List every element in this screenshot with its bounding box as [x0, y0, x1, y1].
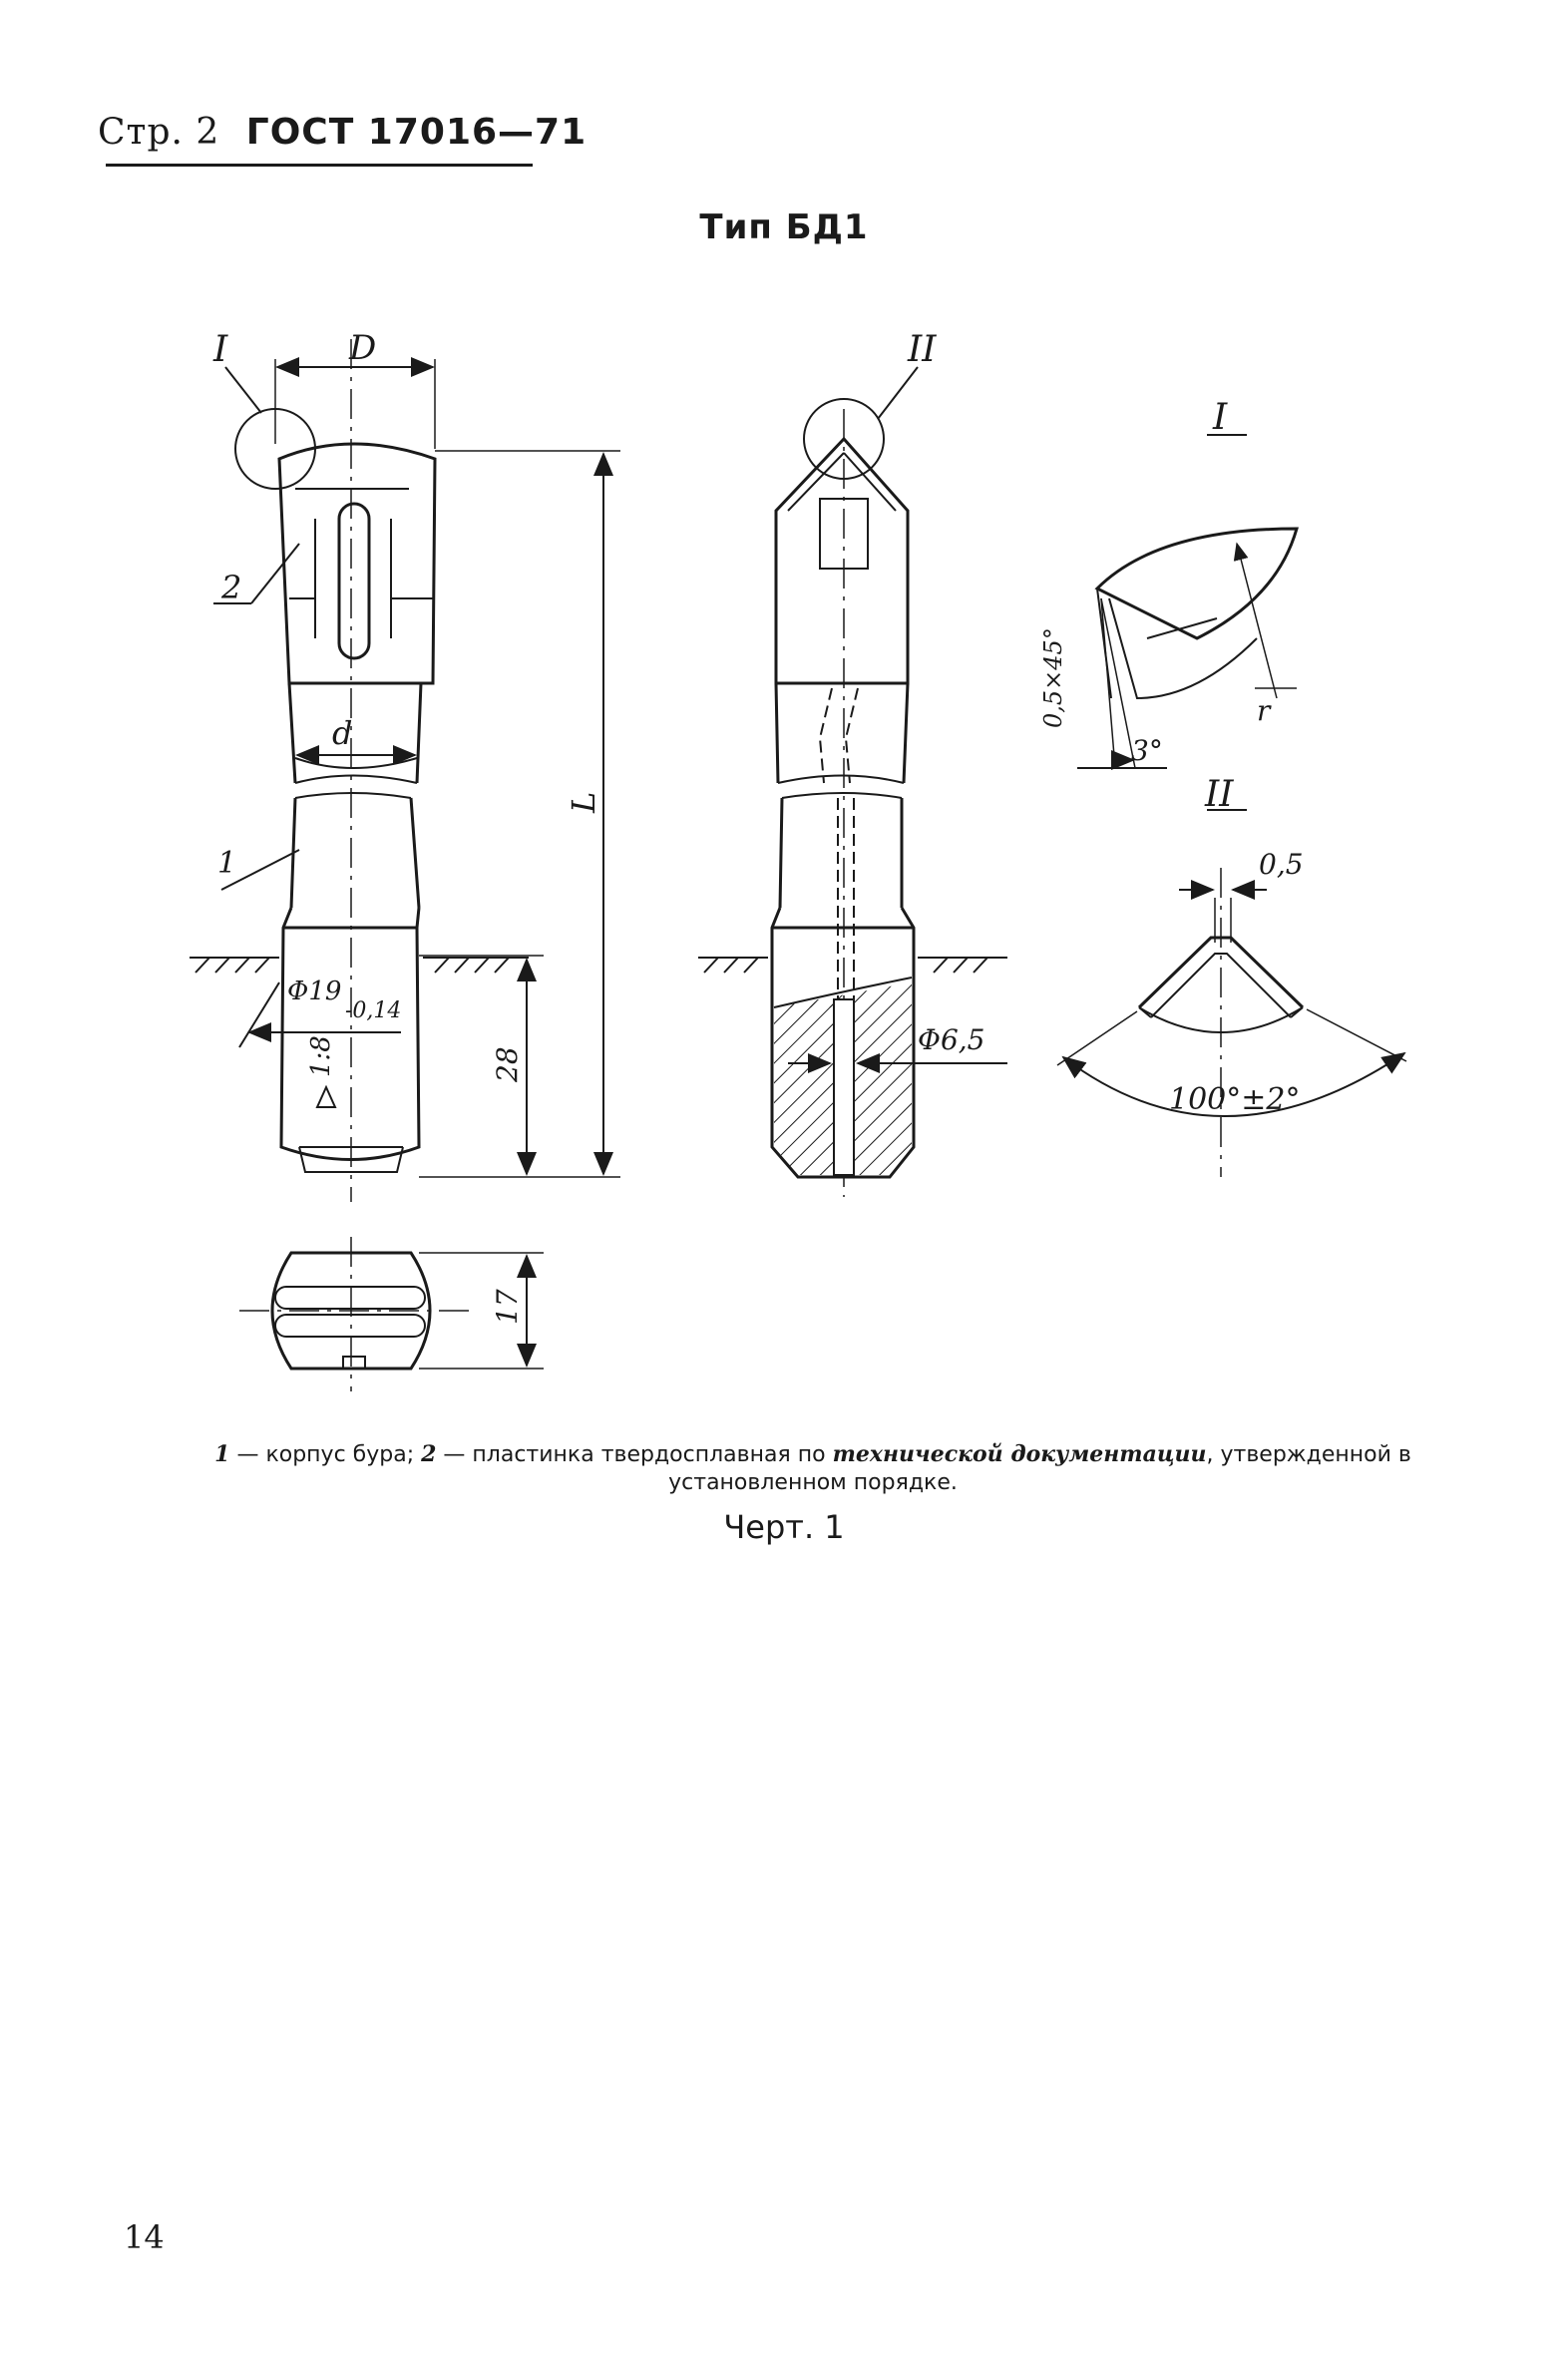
caption-num-2: 2 [421, 1441, 437, 1467]
dim-28-label: 28 [491, 1046, 524, 1082]
dim-05-label: 0,5 [1259, 848, 1304, 881]
detail-II [1057, 810, 1406, 1177]
dim-phi65-label: Φ6,5 [918, 1023, 985, 1056]
caption-num-1: 1 [214, 1441, 230, 1467]
angle-100-label: 100°±2° [1169, 1082, 1301, 1117]
figure-caption [170, 1440, 1456, 1497]
chamfer-label: 0,5×45° [1039, 627, 1067, 728]
callout-2-label: 2 [221, 569, 242, 606]
view-II-label: II [908, 329, 937, 370]
caption-text-1: — корпус бура; [229, 1442, 422, 1467]
caption-text-2: — пластинка твердосплавная по [436, 1442, 833, 1467]
dim-L-label: L [565, 791, 602, 813]
section-view [698, 367, 1007, 1197]
detail-II-title: II [1205, 774, 1234, 815]
front-view [190, 339, 620, 1202]
angle-3-label: 3° [1131, 734, 1163, 767]
dim-phi19-label: Φ19 [287, 977, 342, 1006]
caption-text-3: , утвержденной в установленном порядке. [668, 1442, 1411, 1495]
callout-1-label: 1 [217, 846, 237, 881]
type-title: Тип БД1 [699, 207, 869, 247]
taper-label: 1:8 [306, 1035, 336, 1077]
dim-D-label: D [349, 328, 377, 368]
caption-italic: технической документации [832, 1441, 1207, 1467]
dim-phi19-tolerance: -0,14 [345, 998, 402, 1023]
figure-label: Черт. 1 [723, 1508, 845, 1546]
standard-number: ГОСТ 17016—71 [245, 112, 588, 153]
detail-I-title: I [1213, 397, 1228, 438]
page-number: 14 [124, 2218, 165, 2256]
dim-d-label: d [332, 714, 353, 752]
radius-r-label: r [1257, 694, 1271, 727]
view-I-label: I [213, 329, 228, 370]
dim-17-label: 17 [491, 1289, 524, 1325]
page-label: Стр. 2 [98, 112, 220, 153]
